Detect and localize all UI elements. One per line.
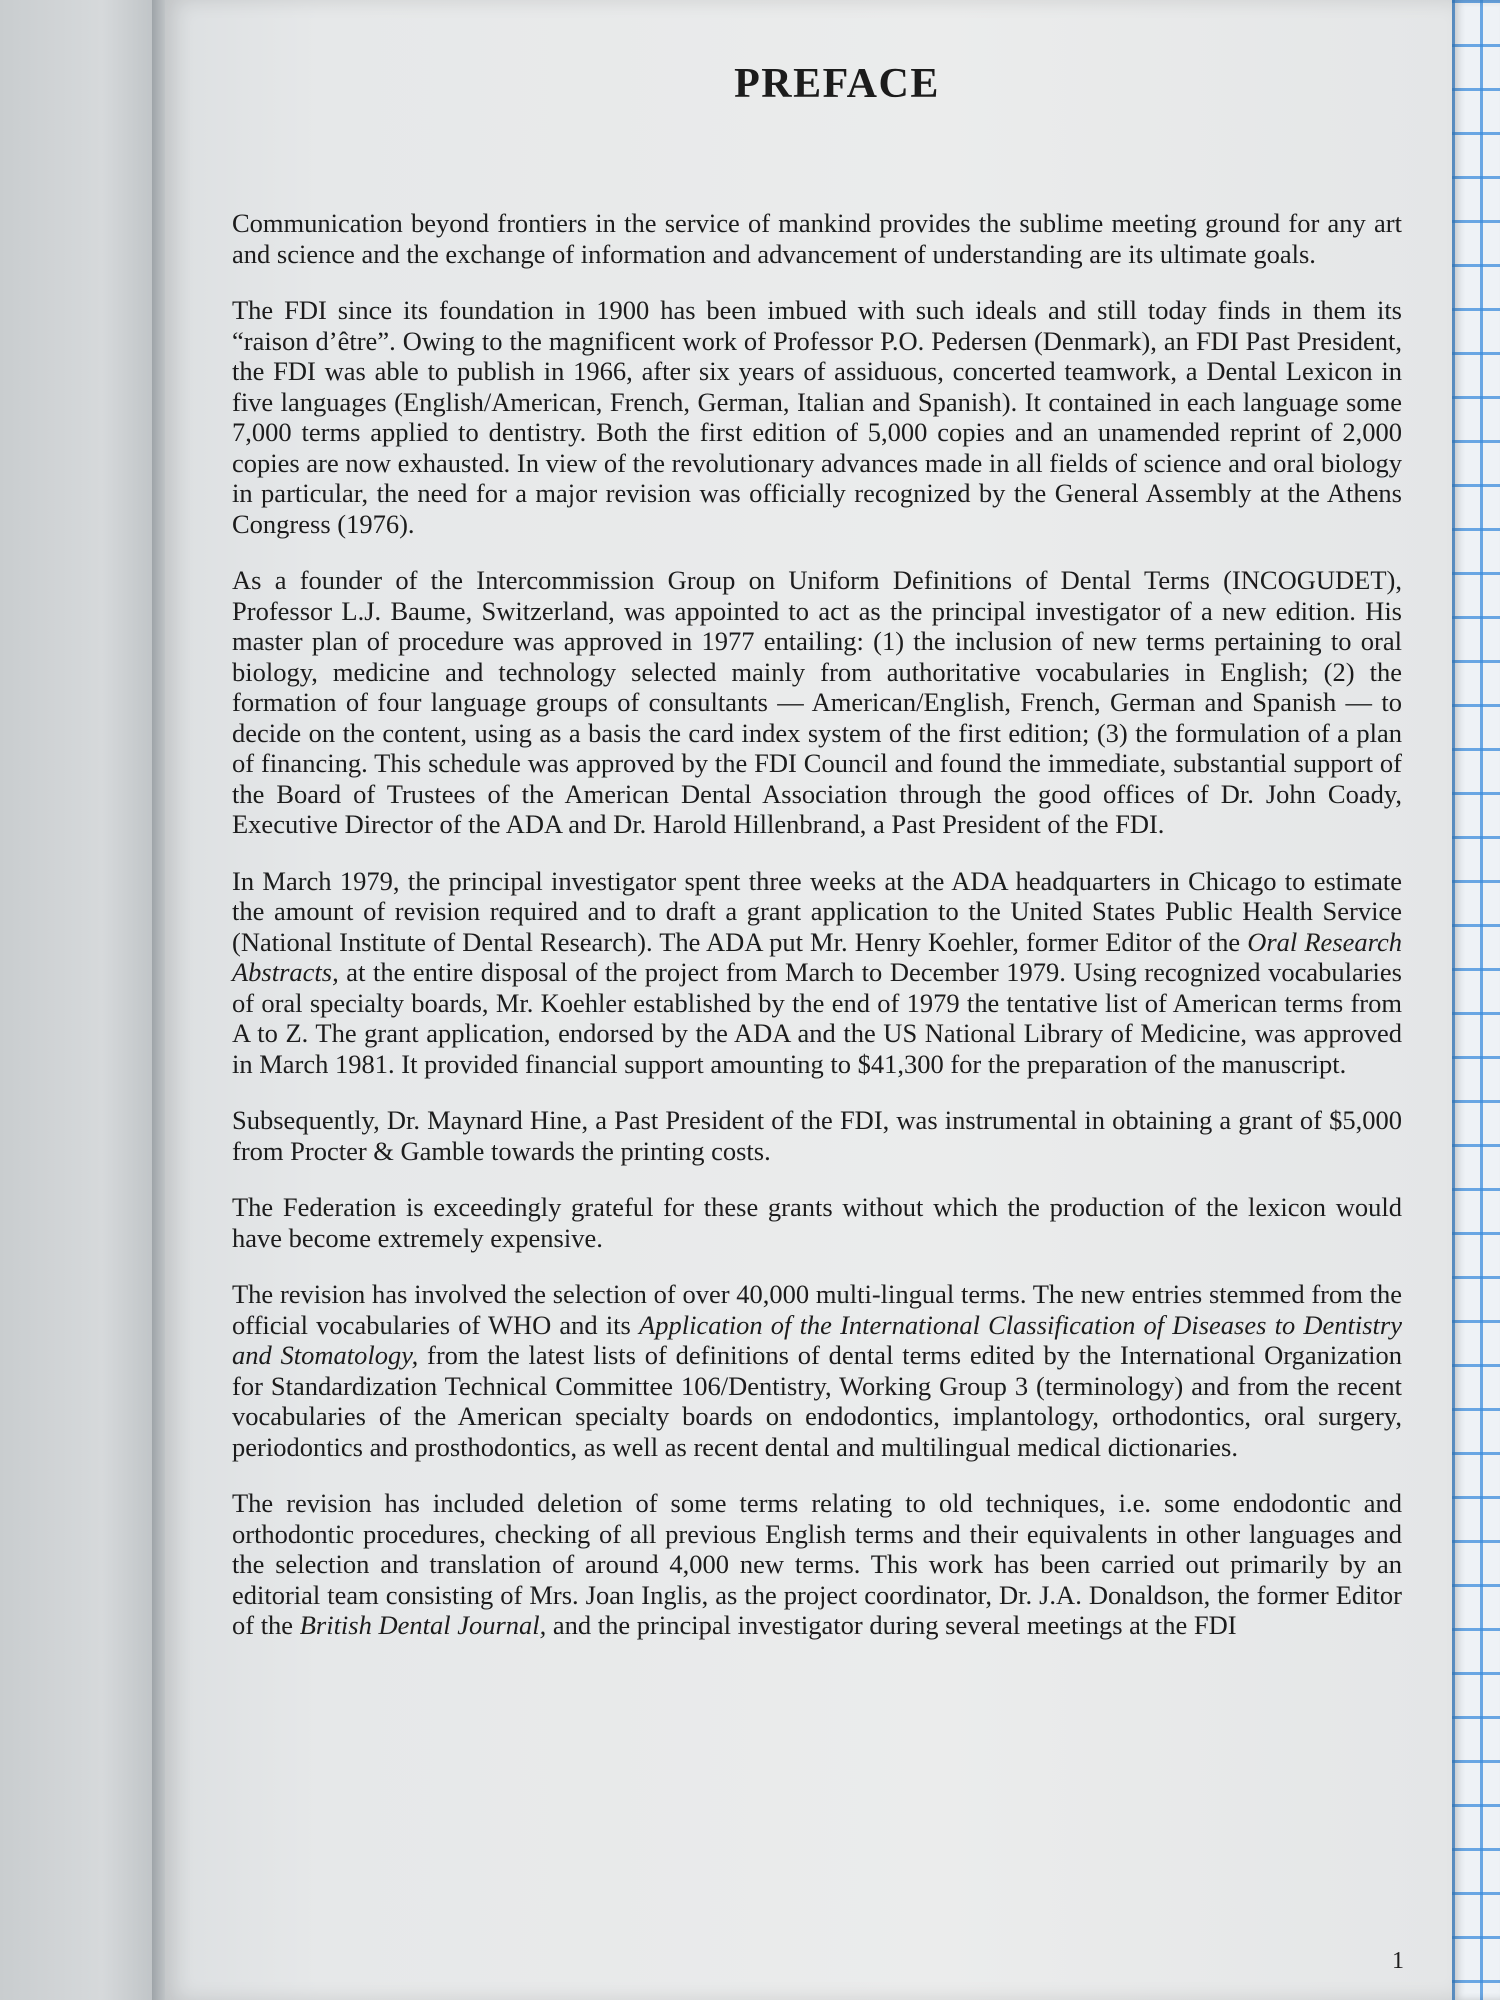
page-number: 1 [1392,1948,1404,1974]
paragraph-7-text-a: The revision has involved the selection of over 40,000 multi-lingual terms. The new entries stemmed from the official vocabularies of WHO and its [232,1279,1402,1340]
paragraph-4-italic: Oral Research Abstracts, [232,926,1402,987]
paragraph-4 [232,866,1402,1080]
paragraph-8-italic: British Dental Journal, [299,1610,547,1640]
page-content [232,60,1402,1667]
paragraph-5: Subsequently, Dr. Maynard Hine, a Past President of the FDI, was instrumental in obtaining a grant of $5,000 from Procter & Gamble towards the printing costs. [232,1105,1402,1166]
paragraph-3: As a founder of the Intercommission Group on Uniform Definitions of Dental Terms (INCOGUDET), Professor L.J. Baume, Switzerland, was appointed to act as the principal investigator of a new edition. His master plan of procedure was approved in 1977 entailing: (1) the inclusion of new terms pertaining to oral biology, medicine and technology selected mainly from authoritative vocabularies in English; (2) the formation of four language groups of consultants — American/English, French, German and Spanish — to decide on the content, using as a basis the card index system of the first edition; (3) the formulation of a plan of financing. This schedule was approved by the FDI Council and found the immediate, substantial support of the Board of Trustees of the American Dental Association through the good offices of Dr. John Coady, Executive Director of the ADA and Dr. Harold Hillenbrand, a Past President of the FDI. [232,565,1402,839]
paragraph-1: Communication beyond frontiers in the service of mankind provides the sublime meeting ground for any art and science and the exchange of information and advancement of understanding are its ultimate goals. [232,208,1402,269]
paragraph-4-text-b: at the entire disposal of the project from March to December 1979. Using recognized vocabularies of oral specialty boards, Mr. Koehler established by the end of 1979 the tentative list of American terms from A to Z. The grant application, endorsed by the ADA and the US National Library of Medicine, was approved in March 1981. It provided financial support amounting to $41,300 for the preparation of the manuscript. [232,957,1402,1079]
grid-paper-background [1452,0,1500,2000]
facing-page-edge [0,0,170,2000]
paragraph-8-text-b: and the principal investigator during several meetings at the FDI [546,1610,1237,1640]
page-title: PREFACE [734,61,940,107]
paragraph-8 [232,1488,1402,1641]
paragraph-6: The Federation is exceedingly grateful for these grants without which the production of the lexicon would have become extremely expensive. [232,1192,1402,1253]
paragraph-4-text-a: In March 1979, the principal investigator spent three weeks at the ADA headquarters in Chicago to estimate the amount of revision required and to draft a grant application to the United States Public Health Service (National Institute of Dental Research). The ADA put Mr. Henry Koehler, former Editor of the [232,865,1402,957]
paragraph-8-text-a: The revision has included deletion of some terms relating to old techniques, i.e. some endodontic and orthodontic procedures, checking of all previous English terms and their equivalents in other languages and the selection and translation of around 4,000 new terms. This work has been carried out primarily by an editorial team consisting of Mrs. Joan Inglis, as the project coordinator, Dr. J.A. Donaldson, the former Editor of the [232,1488,1402,1640]
paragraph-2: The FDI since its foundation in 1900 has been imbued with such ideals and still today finds in them its “raison d’être”. Owing to the magnificent work of Professor P.O. Pedersen (Denmark), an FDI Past President, the FDI was able to publish in 1966, after six years of assiduous, concerted teamwork, a Dental Lexicon in five languages (English/American, French, German, Italian and Spanish). It contained in each language some 7,000 terms applied to dentistry. Both the first edition of 5,000 copies and an unamended reprint of 2,000 copies are now exhausted. In view of the revolutionary advances made in all fields of science and oral biology in particular, the need for a major revision was officially recognized by the General Assembly at the Athens Congress (1976). [232,295,1402,539]
paragraph-7-text-b: from the latest lists of definitions of dental terms edited by the International Organization for Standardization Technical Committee 106/Dentistry, Working Group 3 (terminology) and from the recent vocabularies of the American specialty boards on endodontics, implantology, orthodontics, oral surgery, periodontics and prosthodontics, as well as recent dental and multilingual medical dictionaries. [232,1340,1403,1462]
paragraph-7 [232,1279,1402,1462]
paragraph-7-italic: Application of the International Classification of Diseases to Dentistry and Stomatology, [232,1309,1402,1370]
